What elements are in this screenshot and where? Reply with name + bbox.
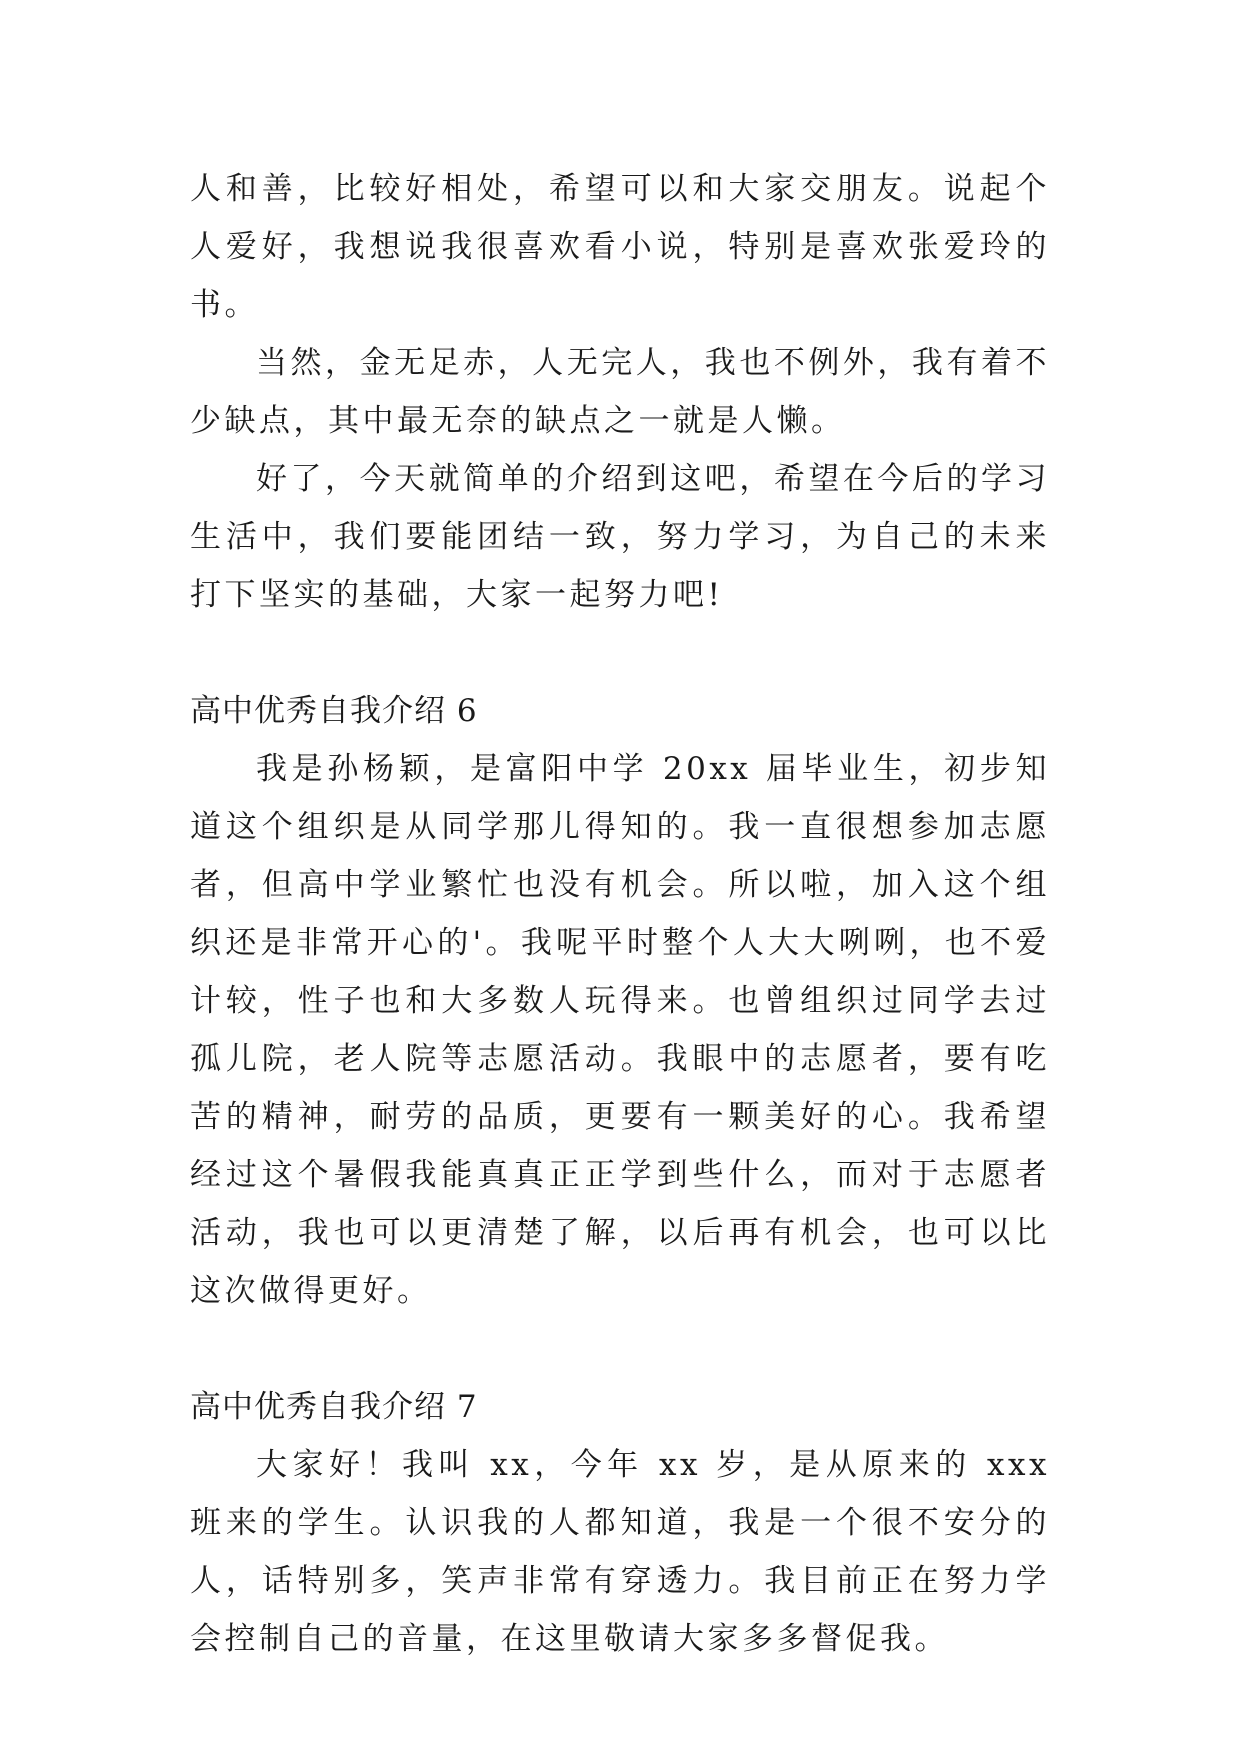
section-heading-7: 高中优秀自我介绍 7 (190, 1389, 478, 1425)
paragraph-continuation: 人和善，比较好相处，希望可以和大家交朋友。说起个人爱好，我想说我很喜欢看小说，特别是喜欢张爱玲的书。 (190, 171, 1050, 323)
document-body (190, 160, 1050, 1668)
paragraph-intro-6: 我是孙杨颖，是富阳中学 20xx 届毕业生，初步知道这个组织是从同学那儿得知的。我一直很想参加志愿者，但高中学业繁忙也没有机会。所以啦，加入这个组织还是非常开心的'。我呢平时整个人大大咧咧，也不爱计较，性子也和大多数人玩得来。也曾组织过同学去过孤儿院，老人院等志愿活动。我眼中的志愿者，要有吃苦的精神，耐劳的品质，更要有一颗美好的心。我希望经过这个暑假我能真真正正学到些什么，而对于志愿者活动，我也可以更清楚了解，以后再有机会，也可以比这次做得更好。 (190, 751, 1050, 1309)
paragraph-closing: 好了，今天就简单的介绍到这吧，希望在今后的学习生活中，我们要能团结一致，努力学习，为自己的未来打下坚实的基础，大家一起努力吧! (190, 461, 1050, 613)
section-heading-6: 高中优秀自我介绍 6 (190, 693, 478, 729)
paragraph-shortcomings: 当然，金无足赤，人无完人，我也不例外，我有着不少缺点，其中最无奈的缺点之一就是人懒。 (190, 345, 1050, 439)
paragraph-intro-7: 大家好！我叫 xx，今年 xx 岁，是从原来的 xxx 班来的学生。认识我的人都知道，我是一个很不安分的人，话特别多，笑声非常有穿透力。我目前正在努力学会控制自己的音量，在这里敬请大家多多督促我。 (190, 1447, 1050, 1657)
